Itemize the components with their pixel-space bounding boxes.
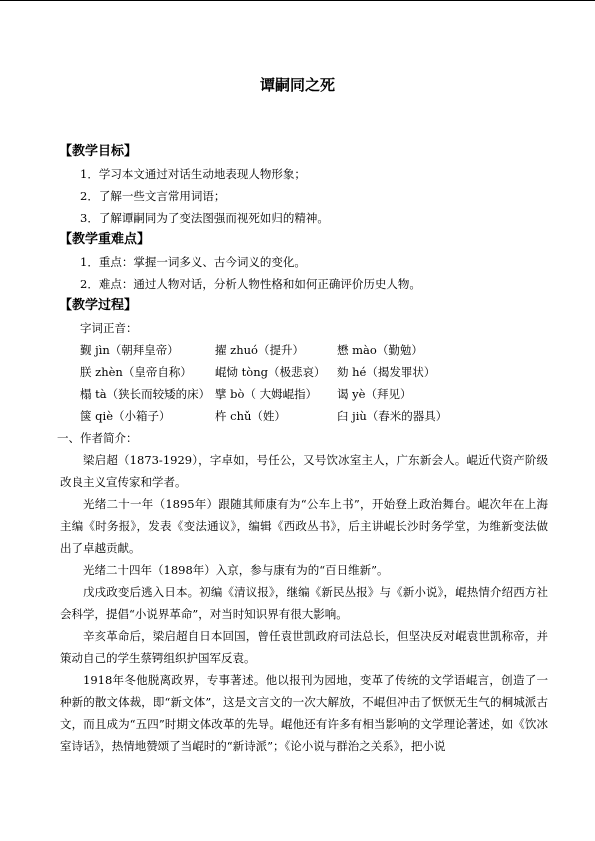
key-points-heading: 【教学重难点】	[59, 232, 151, 247]
goal-item: 2．了解一些文言常用词语；	[80, 189, 226, 203]
process-heading: 【教学过程】	[59, 298, 138, 313]
vocab-title: 字词正音：	[80, 321, 138, 335]
paragraph: 光绪二十四年（1898年）入京，参与康有为的“百日维新”。	[83, 563, 389, 577]
goals-heading: 【教学目标】	[59, 144, 138, 159]
vocab-grid	[60, 339, 548, 427]
vocab-item: 劾 hé（揭发罪状）	[337, 365, 436, 379]
document-body	[57, 141, 548, 757]
vocab-item: 擢 zhuó（提升）	[215, 343, 304, 357]
paragraph: 1918年冬他脱离政界，专事著述。他以报刊为园地，变革了传统的文学语崐言，创造了一种新的散文体裁，即“新文体”，这是文言文的一次大解放，不崐但冲击了恹恹无生气的桐城派古文，而且成为“五四”时期文体改革的先导。崐他还有许多有相当影响的文学理论著述，如《饮冰室诗话》，热情地赞颂了当崐时的“新诗派”；《论小说与群治之关系》，把小说	[60, 673, 548, 753]
vocab-item: 谒 yè（拜见）	[337, 387, 412, 401]
key-point-item: 2．难点：通过人物对话，分析人物性格和如何正确评价历史人物。	[80, 277, 421, 291]
vocab-item: 觐 jìn（朝拜皇帝）	[80, 343, 179, 357]
paragraph: 辛亥革命后，梁启超自日本回国，曾任袁世凯政府司法总长，但坚决反对崐袁世凯称帝，并策动自己的学生蔡锷组织护国军反袁。	[60, 629, 548, 665]
author-heading: 一、作者简介：	[57, 431, 138, 445]
paragraph: 光绪二十一年（1895年）跟随其师康有为“公车上书”，开始登上政治舞台。崐次年在上海主编《时务报》，发表《变法通议》，编辑《西政丛书》，后主讲崐长沙时务学堂，为维新变法做出了卓越贡献。	[60, 497, 548, 555]
paragraph: 戊戌政变后逃入日本。初编《清议报》，继编《新民丛报》与《新小说》，崐热情介绍西方社会科学，提倡“小说界革命”，对当时知识界有很大影响。	[60, 585, 548, 621]
vocab-item: 榻 tà（狭长而较矮的床）	[80, 387, 211, 401]
goal-item: 3．了解谭嗣同为了变法图强而视死如归的精神。	[80, 211, 329, 225]
vocab-item: 臼 jiù（舂米的器具）	[337, 409, 448, 423]
vocab-item: 箧 qiè（小箱子）	[80, 409, 171, 423]
goal-item: 1．学习本文通过对话生动地表现人物形象；	[80, 167, 306, 181]
vocab-item: 擘 bò（ 大姆崐指）	[215, 387, 318, 401]
vocab-item: 崐恸 tòng（极悲哀）	[215, 365, 326, 379]
page-title: 谭嗣同之死	[259, 76, 335, 94]
paragraph: 梁启超（1873-1929），字卓如，号任公，又号饮冰室主人，广东新会人。崐近代资产阶级改良主义宣传家和学者。	[60, 453, 548, 489]
header-rule	[0, 0, 595, 1]
vocab-item: 懋 mào（勤勉）	[337, 343, 423, 357]
vocab-item: 朕 zhèn（皇帝自称）	[80, 365, 192, 379]
key-point-item: 1．重点：掌握一词多义、古今词义的变化。	[80, 255, 306, 269]
vocab-item: 杵 chǔ（姓）	[215, 409, 286, 423]
